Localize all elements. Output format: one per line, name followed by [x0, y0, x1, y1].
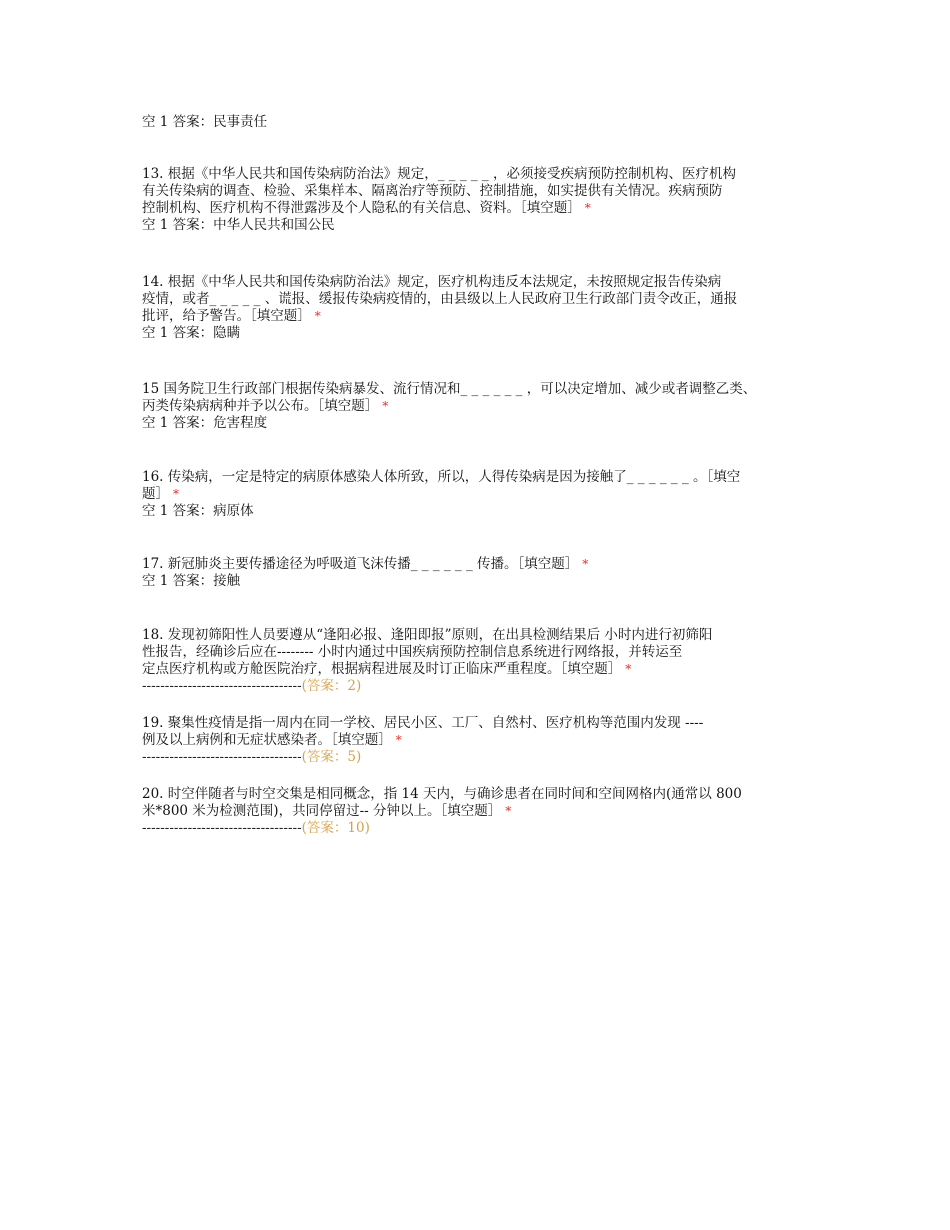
required-star: *: [584, 201, 591, 215]
question-12-tail: [142, 114, 812, 131]
required-star: *: [382, 399, 389, 413]
question-text: 性报告，经确诊后应在-------- 小时内通过中国疾病预防控制信息系统进行网络报，并转运至: [142, 644, 683, 660]
answer-hint: (答案：10): [301, 820, 370, 836]
question-text: 题］: [142, 486, 169, 502]
question-17: [142, 556, 812, 590]
question-14: [142, 274, 812, 342]
required-star: *: [173, 487, 179, 501]
answer-dashes: -----------------------------------: [142, 820, 302, 836]
question-18: [142, 627, 812, 695]
question-text: 控制机构、医疗机构不得泄露涉及个人隐私的有关信息、资料。［填空题］: [142, 200, 581, 216]
answer-line: 空 1 答案：中华人民共和国公民: [142, 217, 335, 233]
question-text: 例及以上病例和无症状感染者。［填空题］: [142, 732, 392, 748]
answer-hint: (答案：5): [301, 749, 362, 765]
question-text: 19. 聚集性疫情是指一周内在同一学校、居民小区、工厂、自然村、医疗机构等范围内发现 ----: [142, 715, 704, 731]
question-text: 18. 发现初筛阳性人员要遵从“逢阳必报、逢阳即报”原则，在出具检测结果后 小时内进行初筛阳: [142, 627, 713, 643]
question-text: 丙类传染病病种并予以公布。［填空题］: [142, 398, 379, 414]
question-text: 定点医疗机构或方舱医院治疗，根据病程进展及时订正临床严重程度。［填空题］: [142, 661, 622, 677]
required-star: *: [625, 662, 632, 676]
question-text: 15 国务院卫生行政部门根据传染病暴发、流行情况和_ _ _ _ _ _ ，可以决定增加、减少或者调整乙类、: [142, 381, 757, 397]
required-star: *: [314, 309, 321, 323]
question-text: 14. 根据《中华人民共和国传染病防治法》规定，医疗机构违反本法规定，未按照规定报告传染病: [142, 274, 722, 290]
question-16: [142, 469, 812, 520]
question-text: 16. 传染病，一定是特定的病原体感染人体所致，所以，人得传染病是因为接触了_ _ _ _ _ _ 。［填空: [142, 469, 741, 485]
question-text: 米*800 米为检测范围)，共同停留过-- 分钟以上。［填空题］: [142, 803, 502, 819]
question-15: [142, 381, 812, 432]
answer-line: 空 1 答案：接触: [142, 573, 241, 589]
answer-dashes: -----------------------------------: [142, 749, 302, 765]
answer-line: 空 1 答案：隐瞒: [142, 325, 241, 341]
question-text: 疫情，或者_ _ _ _ _ 、谎报、缓报传染病疫情的，由县级以上人民政府卫生行政部门责令改正，通报: [142, 291, 738, 307]
answer-dashes: -----------------------------------: [142, 678, 302, 694]
required-star: *: [505, 804, 512, 818]
answer-hint: (答案：2): [301, 678, 362, 694]
question-text: 13. 根据《中华人民共和国传染病防治法》规定，_ _ _ _ _ ，必须接受疾病预防控制机构、医疗机构: [142, 166, 736, 182]
required-star: *: [395, 733, 402, 747]
question-text: 17. 新冠肺炎主要传播途径为呼吸道飞沫传播_ _ _ _ _ _ 传播。［填空题］: [142, 556, 579, 572]
answer-line: 空 1 答案：病原体: [142, 503, 254, 519]
question-13: [142, 166, 812, 234]
question-text: 批评，给予警告。［填空题］: [142, 308, 311, 324]
answer-line: 空 1 答案：危害程度: [142, 415, 268, 431]
answer-line: 空 1 答案：民事责任: [142, 114, 268, 130]
question-20: [142, 786, 812, 837]
required-star: *: [582, 557, 589, 571]
question-text: 有关传染病的调查、检验、采集样本、隔离治疗等预防、控制措施，如实提供有关情况。疾病预防: [142, 183, 723, 199]
question-text: 20. 时空伴随者与时空交集是相同概念，指 14 天内，与确诊患者在同时间和空间网格内(通常以 800: [142, 786, 742, 802]
question-19: [142, 715, 812, 766]
